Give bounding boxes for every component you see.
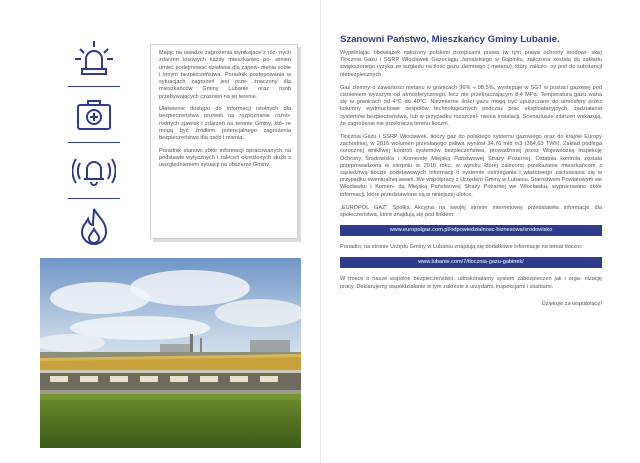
icon-separator	[68, 142, 120, 143]
intro-text-box	[150, 44, 298, 239]
europolgaz-link[interactable]: www.europolgaz.com.pl/odpowiedzialnosc-biznesowa/srodowisko	[340, 225, 602, 236]
letter-title: Szanowni Państwo, Mieszkańcy Gminy Lubanie.	[340, 34, 560, 45]
letter-content	[340, 34, 602, 314]
siren-icon	[66, 36, 122, 82]
gas-compressor-station-photo	[40, 258, 301, 448]
letter-paragraph-1: Wypełniając obowiązek nałożony polskimi przepisami prawa (w tym prawa ochrony środowi- ska) Tłocznia Gazu i SSRP Włocławek Gazociągu Jamalskiego w Gąbinku, zaliczona została do zakładu zwiększonego ryzyka ze względu na ilość gazu ziemnego ( metanu), który zaliczo- ny jest do substancji niebezpiecznych.	[340, 50, 602, 78]
flame-icon	[66, 204, 122, 250]
alarm-bell-icon	[66, 148, 122, 194]
letter-paragraph-6: W trosce o nasze wspólne bezpieczeństwo, udoskonalamy system zabezpieczeń jak i orga- nizację pracy. Deklarujemy współdziałanie w tym zakresie z urzędami, inspekcjami i służbami.	[340, 276, 602, 290]
icons-panel	[40, 28, 148, 260]
intro-paragraph-1: Mając na uwadze zagrożenia wynikające z róż- nych zdarzeń losowych każdy mieszkaniec po- winien umieć podejmować działania dla zapew- nienia sobie i innym bezpieczeństwa. Poradnik postępowania w sytuacjach zagrożeń jest prze- znaczony dla mieszkańców Gminy Lubanie oraz osób przebywających czasowo na jej terenie.	[159, 50, 291, 100]
intro-paragraph-2: Ułatwienie dostępu do informacji istotnych dla bezpieczeństwa pozwoli na rozpoznanie różno- rodnych zjawisk i zdarzeń na terenie Gminy, któ- re mogą być źródłem potencjalnego zagrożenia bezpieczeństwa dla osób i mienia.	[159, 106, 291, 142]
lubanie-link[interactable]: www.lubanie.com/7/tlocznia-gazu-gabinek/	[340, 257, 602, 268]
intro-paragraph-3: Poradnik stanowi zbiór informacji opracowanych na podstawie wytycznych i zaleceń określonych służb z uwzględnieniem sytuacji na obszarze Gminy.	[159, 147, 291, 169]
letter-paragraph-4: „EUROPOL GAZ" Spółka Akcyjna na swojej stronie internetowej przedstawiła informacje dla społeczeństwa, które znajdują się pod linkiem:	[340, 204, 602, 219]
thanks-note: Dziękuje za współpracę!	[541, 300, 602, 307]
letter-paragraph-2: Gaz ziemny o zawartości metanu w granicach 96% ÷ 98,5%, występuje w SGT w postaci gazowej pod ciśnieniem wyższym od atmosferycznego, lecz nie przekraczającym 8,4 MPa. Temperatura gazu waha się w granicach od 4°C do 40°C. Niezmierne ilości gazu mogą być upuszczane do atmosfery przez kolumny wydmuchowe zespołów technologicznych podczas prac eksploatacyjnych, zadziałania systemów bezpieczeństwa, lub w przypadku rozszczel- nienia instalacji. Scenariusze zdarzeń wskazują, że zagrożenie nie przekracza terenu tłoczni.	[340, 84, 602, 127]
first-aid-kit-icon	[66, 92, 122, 138]
icon-separator	[68, 86, 120, 87]
icon-separator	[68, 198, 120, 199]
fold-line	[320, 0, 321, 463]
letter-paragraph-3: Tłocznia Gazu i SSRP Włocławek, tłoczy gaz do polskiego systemu gazowego oraz do krajów Europy zachodniej, w 2016 wolumen przesłanego paliwa wyniósł 34,76 mld m3 (364,63 TWh). Zakład podlega corocznej wnikliwej kontroli systemów bezpieczeństwa, prowadzonej przez Wojewódzką Inspekcję Ochrony Środowiska i Komendę Miejską Państwowej Straży Pożarnej. Ostatnia kontrola została przeprowadzona w sierpniu w 2016 roku, w wyniku której zalecono przekazanie mieszkańcom z sąsiedztwa tłoczni podstawowych informacji o systemie ostrzegania i właściwego zachowania się w przypadku ewentualnej awarii. We współpracy z Urzędem Gminy w Lubaniu, Starostwem Powiatowym we Włocławku i Komen- dą Miejską Państwowej Straży Pożarnej we Włocławku, wypracowano zbiór informacji, które przedstawione są w niniejszej ulotce.	[340, 134, 602, 198]
letter-paragraph-5: Ponadto, na stronie Urzędu Gminy w Lubaniu znajdują się dodatkowe informacje na temat tłoczni:	[340, 244, 583, 251]
